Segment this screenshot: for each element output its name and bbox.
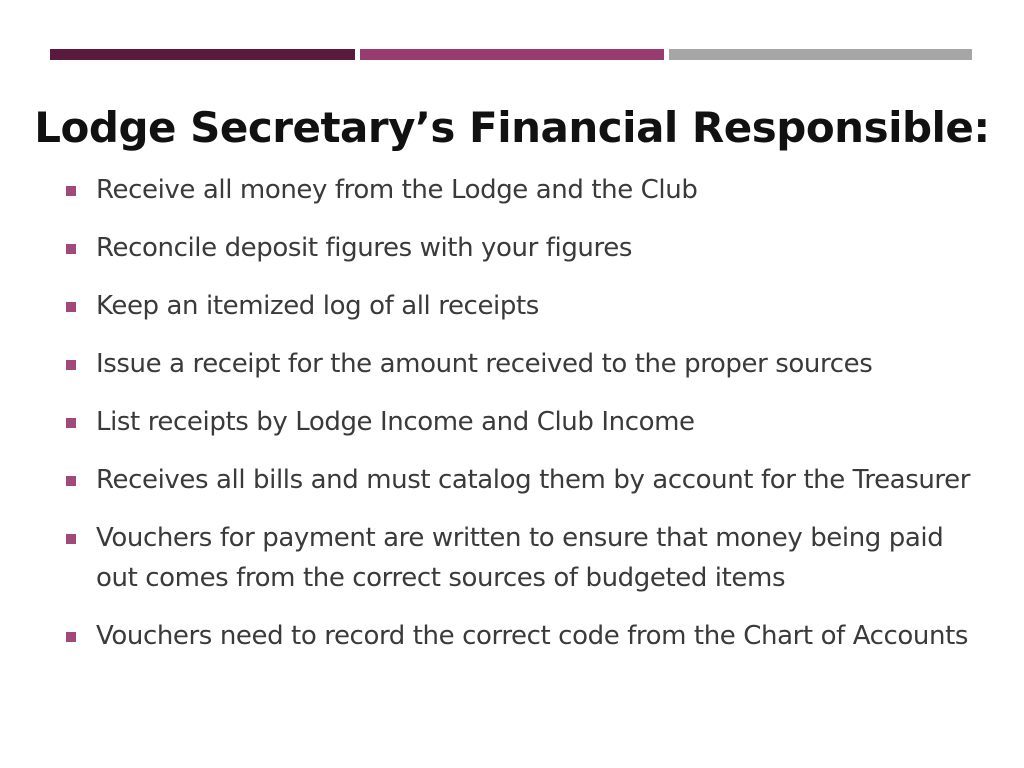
bullet-item	[64, 402, 984, 442]
bullet-text: Receive all money from the Lodge and the Club	[96, 175, 698, 205]
bullet-item	[64, 460, 984, 500]
accent-bar-magenta	[360, 49, 664, 60]
square-bullet-icon	[66, 302, 76, 312]
bullet-text: Keep an itemized log of all receipts	[96, 291, 539, 321]
bullet-item	[64, 616, 984, 656]
bullet-text: Receives all bills and must catalog them by account for the Treasurer	[96, 465, 971, 495]
bullet-text: List receipts by Lodge Income and Club Income	[96, 407, 695, 437]
bullet-item	[64, 518, 984, 598]
square-bullet-icon	[66, 244, 76, 254]
bullet-item	[64, 228, 984, 268]
bullet-item	[64, 170, 984, 210]
bullet-text: Reconcile deposit figures with your figures	[96, 233, 632, 263]
bullet-list	[64, 170, 984, 674]
square-bullet-icon	[66, 632, 76, 642]
square-bullet-icon	[66, 476, 76, 486]
bullet-text: Vouchers for payment are written to ensure that money being paid out comes from the correct sources of budgeted items	[96, 523, 944, 593]
square-bullet-icon	[66, 186, 76, 196]
bullet-item	[64, 286, 984, 326]
slide-title: Lodge Secretary’s Financial Responsible:	[34, 103, 990, 153]
accent-bar-dark-plum	[50, 49, 355, 60]
square-bullet-icon	[66, 534, 76, 544]
square-bullet-icon	[66, 418, 76, 428]
header-accent-bars	[50, 49, 972, 60]
accent-bar-gray	[669, 49, 972, 60]
square-bullet-icon	[66, 360, 76, 370]
bullet-text: Vouchers need to record the correct code from the Chart of Accounts	[96, 621, 969, 651]
bullet-item	[64, 344, 984, 384]
bullet-text: Issue a receipt for the amount received to the proper sources	[96, 349, 873, 379]
